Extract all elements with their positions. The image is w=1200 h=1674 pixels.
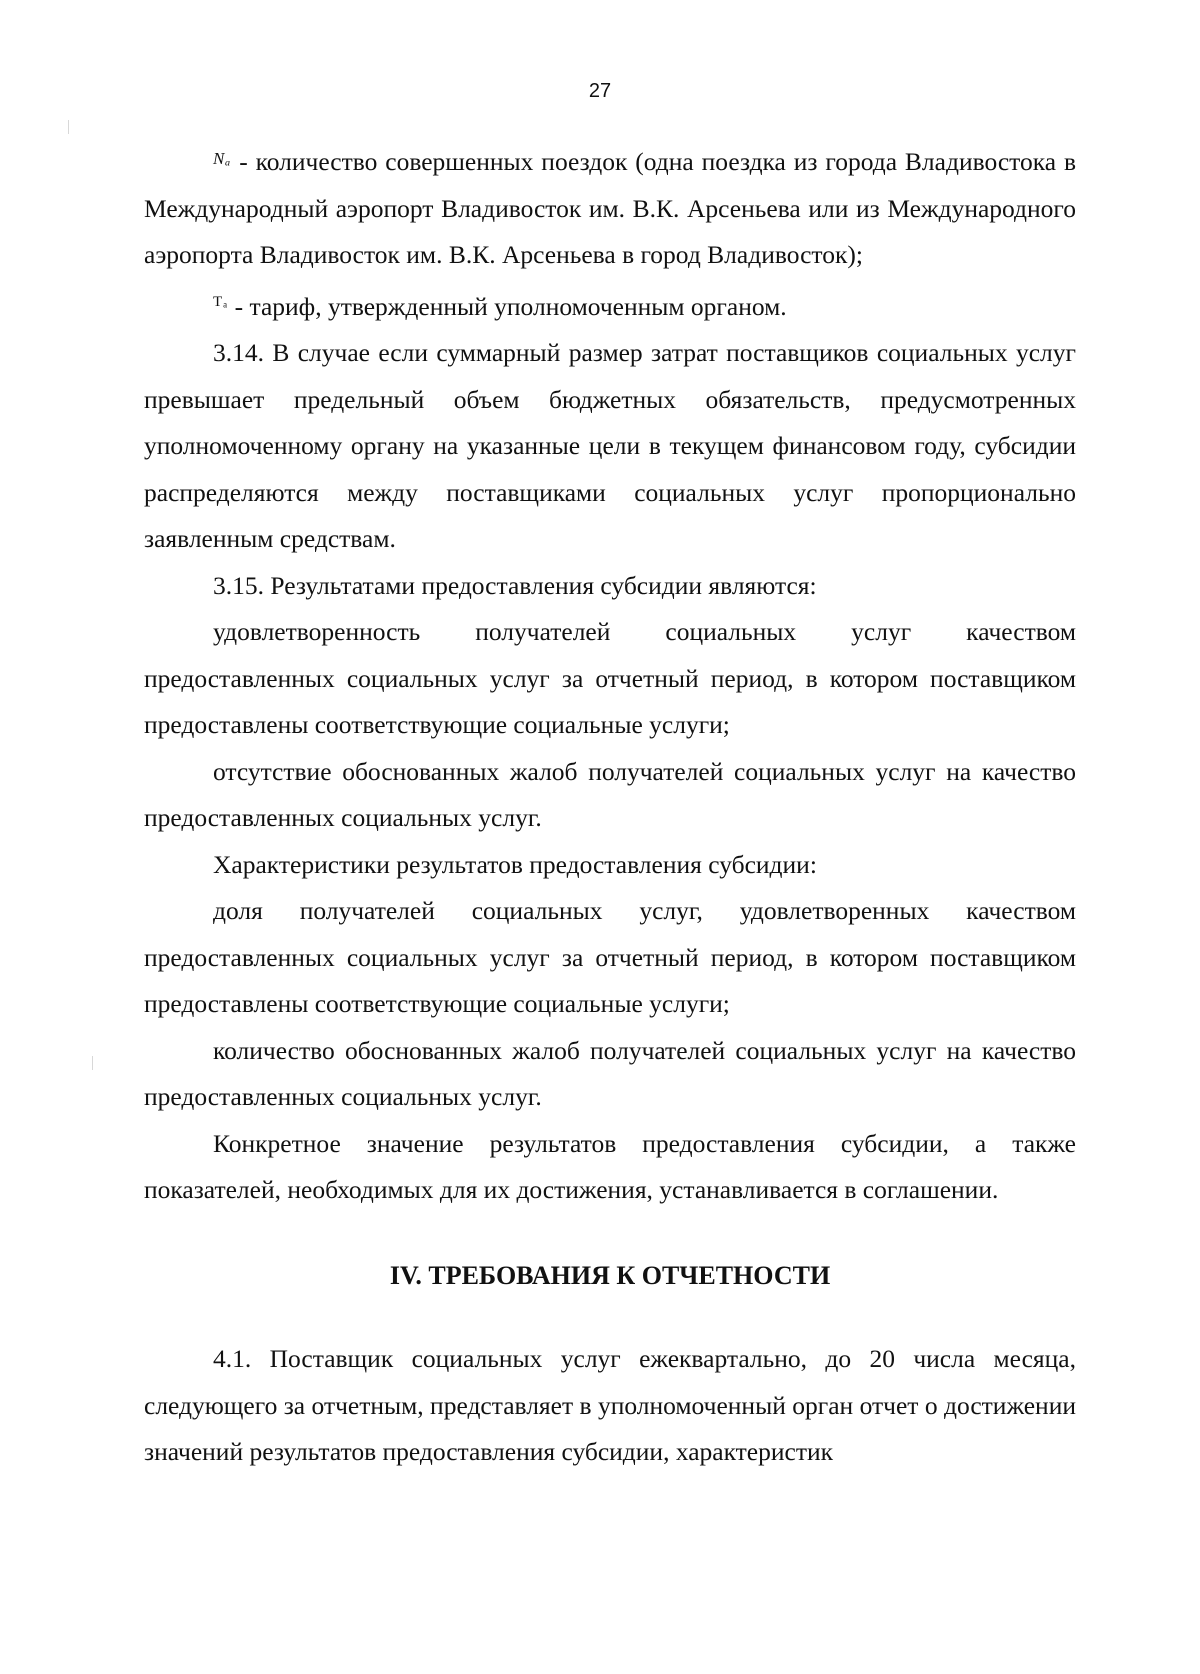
paragraph-4-1: 4.1. Поставщик социальных услуг ежеквартально, до 20 числа месяца, следующего за отчетным, представляет в уполномоченный орган отчет о достижении значений результатов предоставления субсидии, характеристик — [144, 1344, 1076, 1466]
document-body — [144, 136, 1076, 1476]
paragraph-result-satisfaction: удовлетворенность получателей социальных услуг качеством предоставленных социальных услуг за отчетный период, в котором поставщиком предоставлены соответствующие социальные услуги; — [144, 617, 1076, 739]
paragraph-3-15: 3.15. Результатами предоставления субсидии являются: — [213, 570, 817, 600]
scan-artifact-line — [68, 120, 69, 134]
page-number: 27 — [588, 80, 612, 102]
paragraph-n-definition — [144, 136, 1076, 279]
formula-variable-n: Nₐ — [213, 149, 232, 168]
scan-artifact-line — [92, 1056, 93, 1070]
paragraph-specific-values: Конкретное значение результатов предоставления субсидии, а также показателей, необходимых для их достижения, устанавливается в соглашении. — [144, 1128, 1076, 1204]
paragraph-text: - тариф, утвержденный уполномоченным органом. — [228, 291, 787, 321]
paragraph-characteristic-share: доля получателей социальных услуг, удовлетворенных качеством предоставленных социальных услуг за отчетный период, в котором поставщиком предоставлены соответствующие социальные услуги; — [144, 896, 1076, 1018]
paragraph-text: - количество совершенных поездок (одна поездка из города Владивостока в Международный аэропорт Владивосток им. В.К. Арсеньева или из Международного аэропорта Владивосток им. В.К. Арсеньева в город Владивосток); — [144, 147, 1076, 269]
section-heading: IV. ТРЕБОВАНИЯ К ОТЧЕТНОСТИ — [389, 1260, 831, 1290]
paragraph-characteristics-intro: Характеристики результатов предоставления субсидии: — [213, 849, 817, 879]
formula-variable-t: Tₐ — [213, 293, 229, 310]
paragraph-result-no-complaints: отсутствие обоснованных жалоб получателей социальных услуг на качество предоставленных социальных услуг. — [144, 756, 1076, 832]
paragraph-characteristic-complaints: количество обоснованных жалоб получателей социальных услуг на качество предоставленных социальных услуг. — [144, 1035, 1076, 1111]
paragraph-3-14: 3.14. В случае если суммарный размер затрат поставщиков социальных услуг превышает предельный объем бюджетных обязательств, предусмотренных уполномоченному органу на указанные цели в текущем финансовом году, субсидии распределяются между поставщиками социальных услуг пропорционально заявленным средствам. — [144, 338, 1076, 553]
paragraph-t-definition — [144, 279, 1076, 331]
